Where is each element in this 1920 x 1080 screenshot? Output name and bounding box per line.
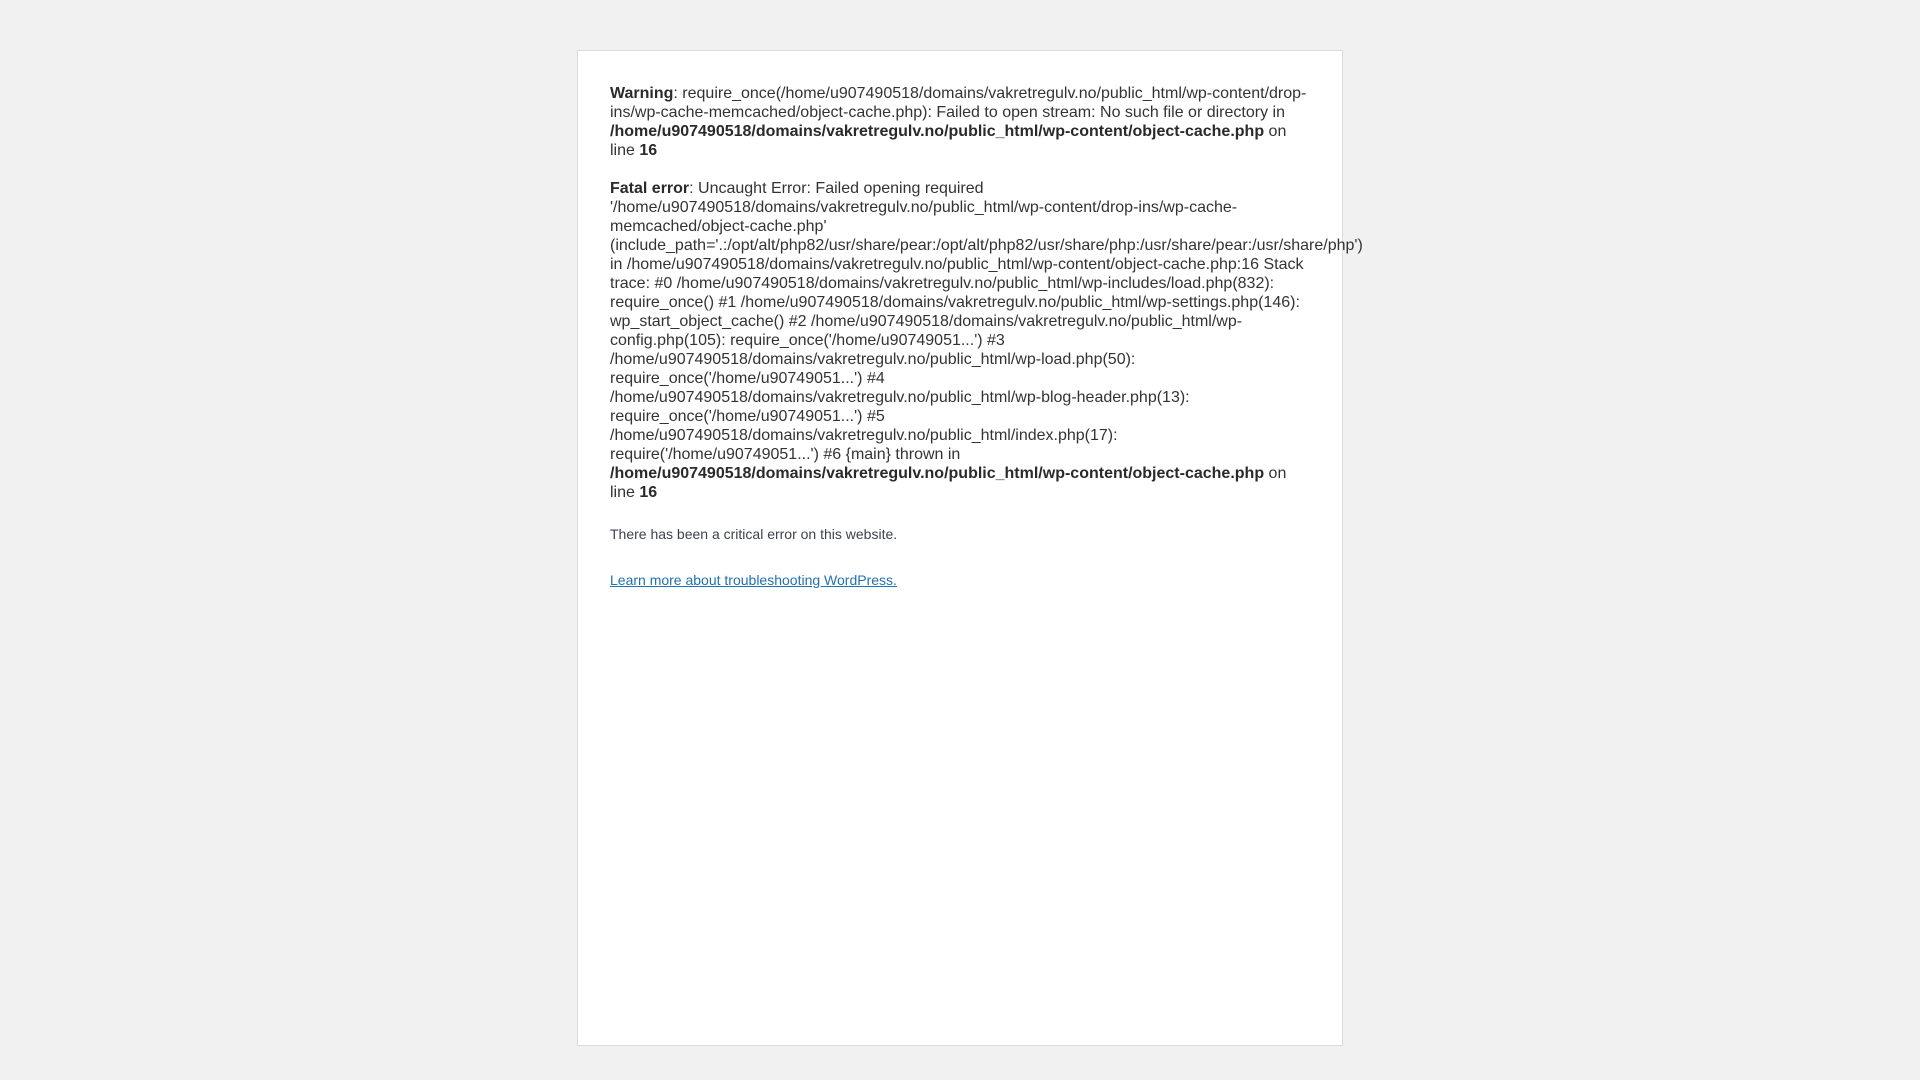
fatal-error-on-line-text: on line [610, 465, 1287, 501]
fatal-error-label: Fatal error [610, 180, 690, 197]
php-warning-message [610, 84, 1310, 160]
warning-line-number: 16 [639, 142, 658, 159]
critical-error-message: There has been a critical error on this website. [610, 526, 898, 542]
warning-label: Warning [610, 85, 674, 102]
warning-on-line-text: on line [610, 123, 1287, 159]
error-page-card [577, 50, 1363, 1046]
learn-more-paragraph [610, 571, 1310, 590]
fatal-error-line-number: 16 [639, 484, 658, 501]
fatal-error-file: /home/u907490518/domains/vakretregulv.no/public_html/wp-content/object-cache.php [610, 465, 1265, 482]
warning-text: : require_once(/home/u907490518/domains/vakretregulv.no/public_html/wp-content/drop-ins/wp-cache-memcached/object-cache.php): Failed to open stream: No such file or directory in [610, 85, 1307, 121]
php-fatal-error-message [610, 179, 1363, 502]
warning-file: /home/u907490518/domains/vakretregulv.no/public_html/wp-content/object-cache.php [610, 123, 1265, 140]
fatal-error-text: : Uncaught Error: Failed opening required '/home/u907490518/domains/vakretregulv.no/public_html/wp-content/drop-ins/wp-cache-memcached/object-cache.php' (include_path='.:/opt/alt/php82/usr/share/pear:/opt/alt/php82/usr/share/php:/usr/share/pear:/usr/share/php') in /home/u907490518/domains/vakretregulv.no/public_html/wp-content/object-cache.php:16 Stack trace: #0 /home/u907490518/domains/vakretregulv.no/public_html/wp-includes/load.php(832): require_once() #1 /home/u907490518/domains/vakretregulv.no/public_html/wp-settings.php(146): wp_start_object_cache() #2 /home/u907490518/domains/vakretregulv.no/public_html/wp-config.php(105): require_once('/home/u90749051...') #3 /home/u907490518/domains/vakretregulv.no/public_html/wp-load.php(50): require_once('/home/u90749051...') #4 /home/u907490518/domains/vakretregulv.no/public_html/wp-blog-header.php(13): require_once('/home/u90749051...') #5 /home/u907490518/domains/vakretregulv.no/public_html/index.php(17): require('/home/u90749051...') #6 {main} thrown in [610, 180, 1363, 463]
learn-more-link[interactable]: Learn more about troubleshooting WordPress. [610, 572, 897, 588]
